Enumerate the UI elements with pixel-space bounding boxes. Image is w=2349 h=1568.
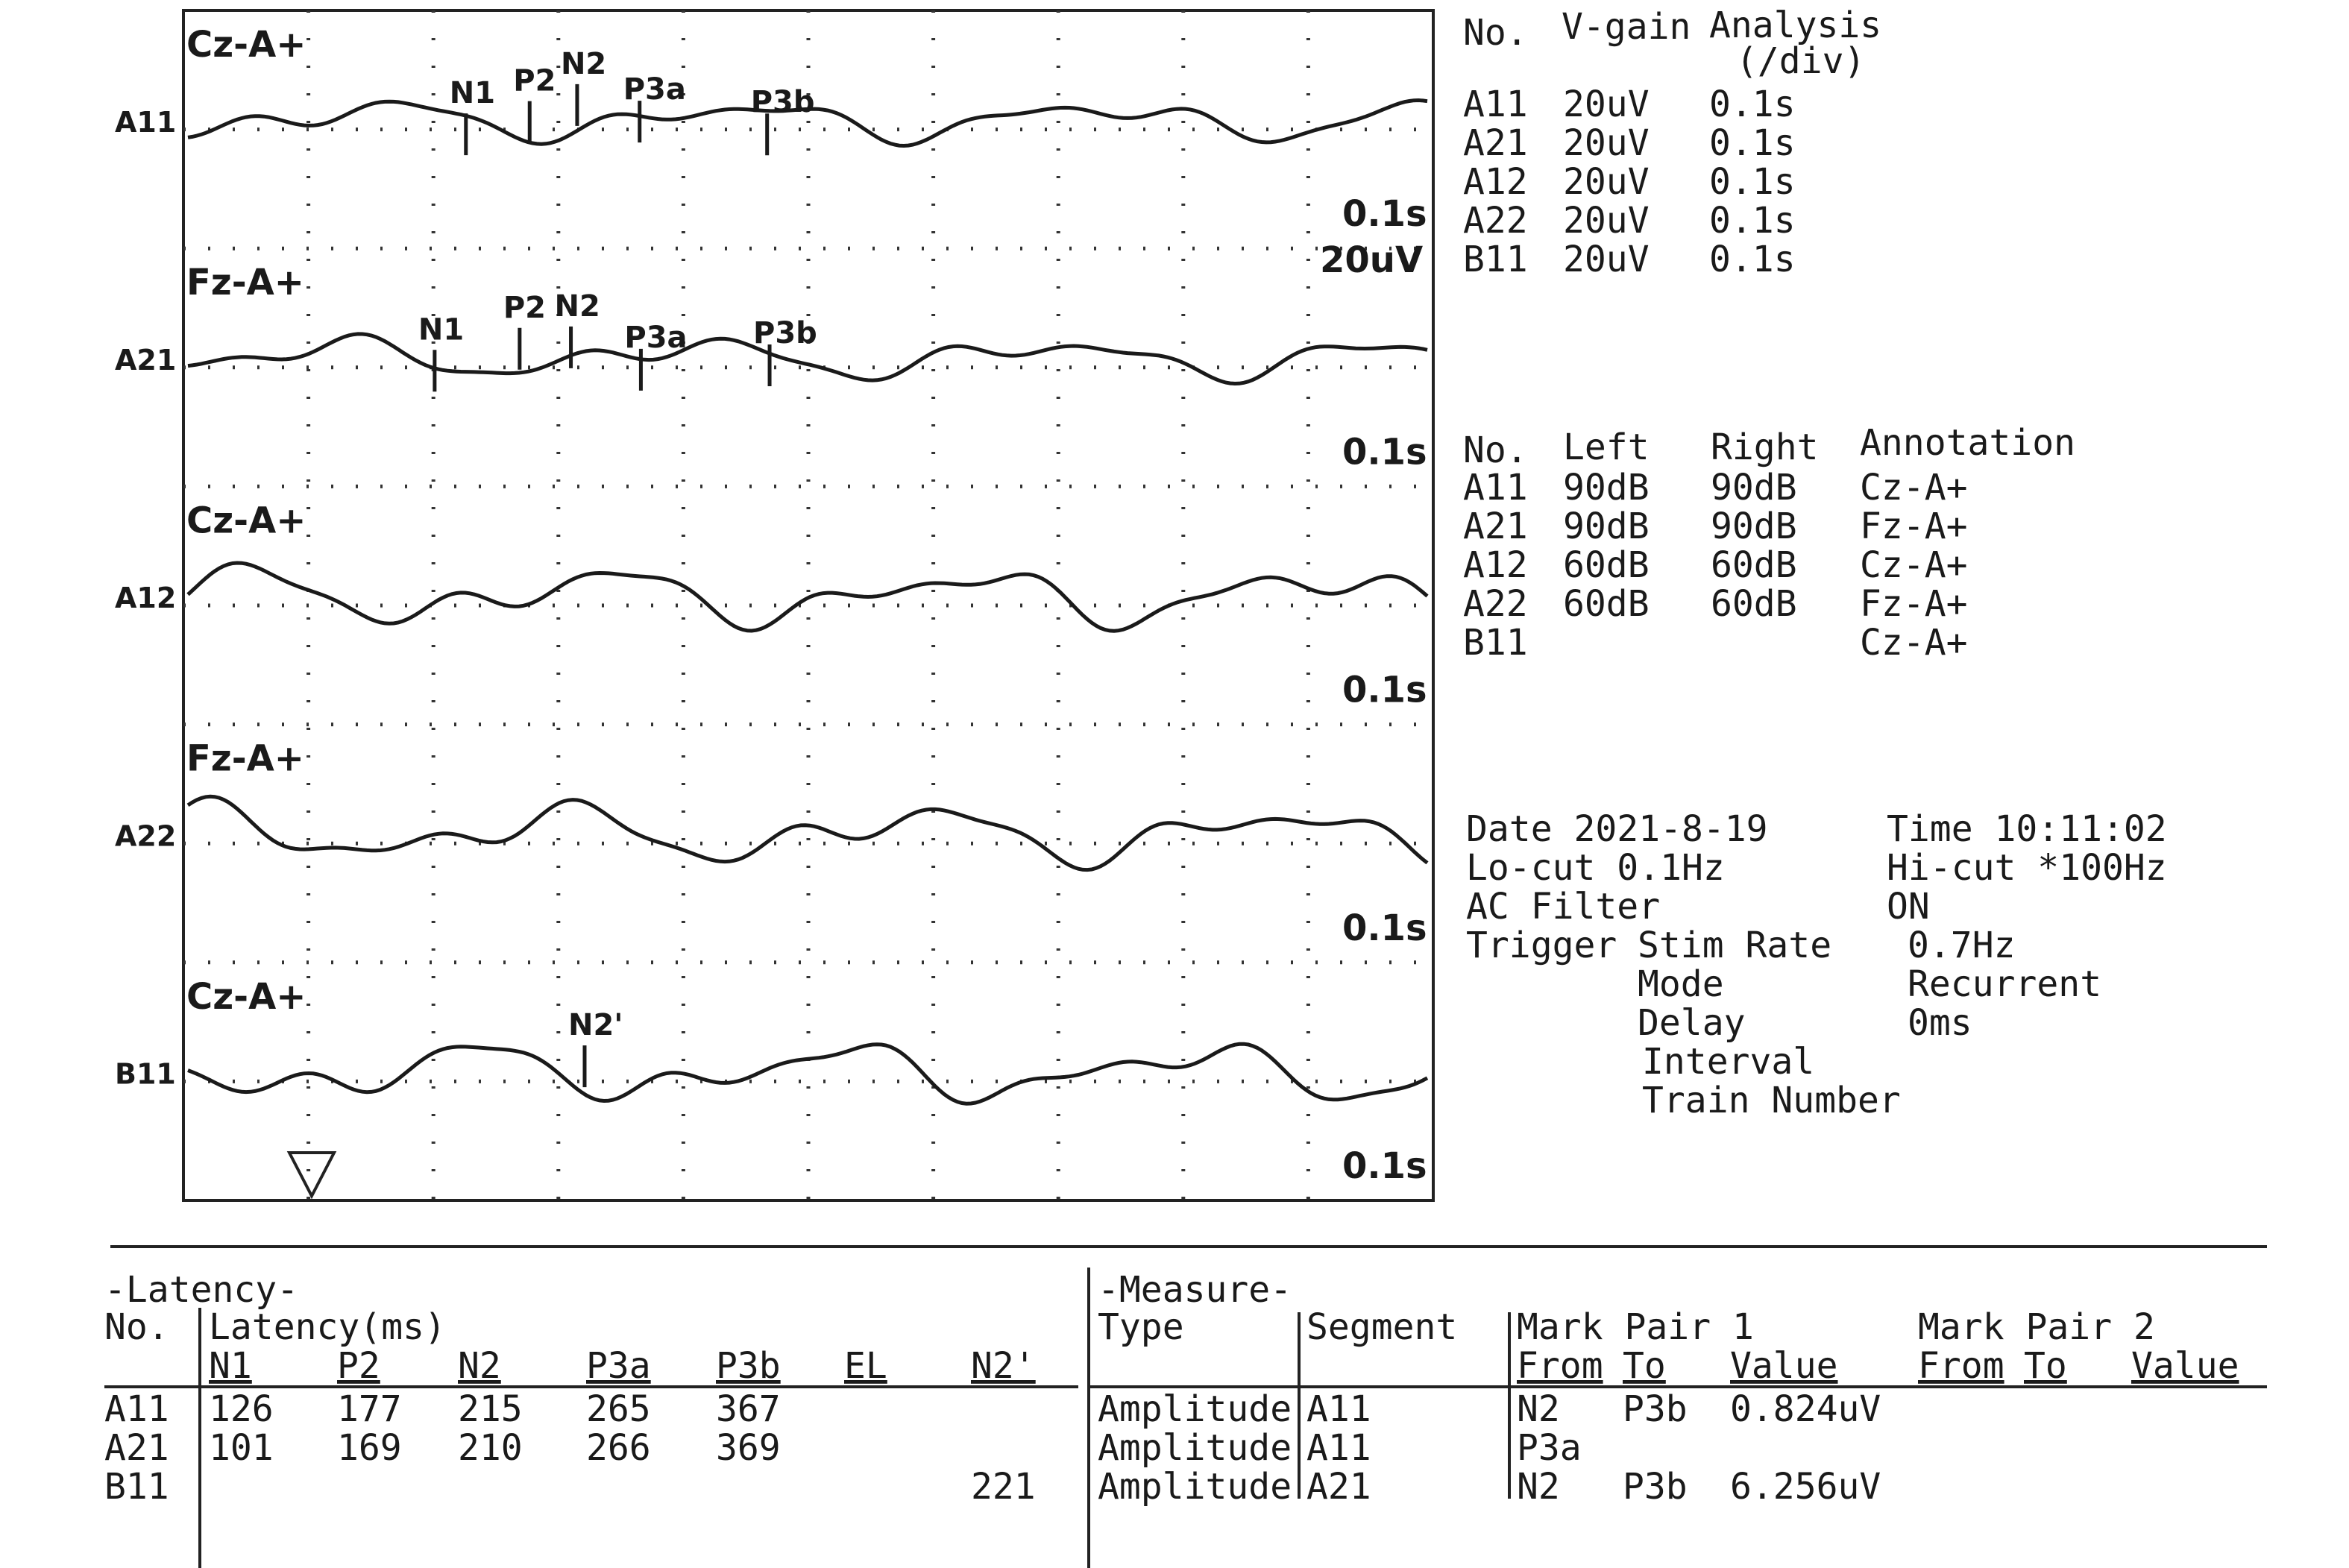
measure-row-segment: A11 bbox=[1306, 1388, 1371, 1430]
gain-header-no: No. bbox=[1463, 12, 1528, 54]
latency-cell: 367 bbox=[716, 1388, 781, 1430]
latency-group-header: Latency(ms) bbox=[209, 1306, 446, 1348]
latency-col-P3b: P3b bbox=[716, 1345, 781, 1387]
measure-row-type: Amplitude bbox=[1098, 1466, 1292, 1508]
channel-analysis-A22: 0.1s bbox=[1342, 907, 1427, 949]
measure-row-segment: A21 bbox=[1306, 1466, 1371, 1508]
latency-title: -Latency- bbox=[104, 1269, 299, 1311]
latency-col-N2: N2 bbox=[458, 1345, 501, 1387]
stim-row-no: A22 bbox=[1463, 583, 1528, 625]
gain-row-no: A12 bbox=[1463, 161, 1528, 203]
channel-annotation-A11: Cz-A+ bbox=[186, 24, 306, 66]
gain-row-analysis: 0.1s bbox=[1709, 122, 1796, 164]
peak-label-A11-P2: P2 bbox=[513, 63, 556, 98]
latency-col-N1: N1 bbox=[209, 1345, 252, 1387]
pair1-to-header: To bbox=[1623, 1345, 1666, 1387]
mark-pair2-header: Mark Pair 2 bbox=[1918, 1306, 2155, 1348]
gain-row-vgain: 20uV bbox=[1563, 122, 1650, 164]
latency-cell: 221 bbox=[971, 1466, 1036, 1508]
gain-header-div: (/div) bbox=[1736, 40, 1866, 82]
waveform-panel bbox=[115, 10, 1433, 1200]
channel-annotation-A22: Fz-A+ bbox=[186, 737, 305, 780]
stim-row-no: A21 bbox=[1463, 506, 1528, 547]
channel-labels bbox=[115, 24, 1427, 1187]
delay-value: 0ms bbox=[1908, 1002, 1972, 1044]
trigger-triangle-icon bbox=[289, 1153, 334, 1196]
measure-row-type: Amplitude bbox=[1098, 1427, 1292, 1469]
latency-cell: 210 bbox=[458, 1427, 523, 1469]
channel-analysis-A11: 0.1s bbox=[1342, 193, 1427, 236]
gain-row-no: A11 bbox=[1463, 84, 1528, 125]
stim-header-left: Left bbox=[1563, 426, 1650, 468]
latency-col-P2: P2 bbox=[337, 1345, 380, 1387]
channel-id-A11: A11 bbox=[115, 105, 177, 139]
measure-row-value: 6.256uV bbox=[1730, 1466, 1881, 1508]
stim-header-no: No. bbox=[1463, 429, 1528, 471]
delay-label: Delay bbox=[1638, 1002, 1746, 1044]
plot-frame bbox=[183, 10, 1433, 1200]
plot-grid bbox=[183, 10, 1433, 1200]
measure-row-type: Amplitude bbox=[1098, 1388, 1292, 1430]
latency-col-N2': N2' bbox=[971, 1345, 1036, 1387]
latency-no-header: No. bbox=[104, 1306, 169, 1348]
gain-row-analysis: 0.1s bbox=[1709, 84, 1796, 125]
peak-label-A11-N1: N1 bbox=[449, 76, 496, 111]
latency-cell: 215 bbox=[458, 1388, 523, 1430]
measure-row-to: P3b bbox=[1623, 1388, 1688, 1430]
latency-col-EL: EL bbox=[844, 1345, 887, 1387]
gain-row-analysis: 0.1s bbox=[1709, 161, 1796, 203]
channel-id-A21: A21 bbox=[115, 344, 177, 377]
mark-pair1-header: Mark Pair 1 bbox=[1517, 1306, 1754, 1348]
measure-title: -Measure- bbox=[1098, 1269, 1292, 1311]
peak-label-A21-N2: N2 bbox=[554, 289, 600, 324]
time-text: Time 10:11:02 bbox=[1887, 808, 2167, 850]
waveform-B11 bbox=[188, 1044, 1427, 1103]
latency-cell: 369 bbox=[716, 1427, 781, 1469]
latency-cell: 101 bbox=[209, 1427, 274, 1469]
latency-cell: 126 bbox=[209, 1388, 274, 1430]
stim-row-annotation: Cz-A+ bbox=[1860, 544, 1968, 586]
stim-row-left: 60dB bbox=[1563, 544, 1650, 586]
pair2-to-header: To bbox=[2024, 1345, 2067, 1387]
measure-type-header: Type bbox=[1098, 1306, 1184, 1348]
stim-row-annotation: Fz-A+ bbox=[1860, 583, 1968, 625]
latency-cell: 169 bbox=[337, 1427, 402, 1469]
mode-value: Recurrent bbox=[1908, 963, 2102, 1005]
interval-label: Interval bbox=[1642, 1041, 1815, 1083]
peak-label-A21-P3a: P3a bbox=[624, 320, 688, 355]
hicut-text: Hi-cut *100Hz bbox=[1887, 847, 2167, 889]
stim-row-left: 90dB bbox=[1563, 467, 1650, 509]
stim-row-no: B11 bbox=[1463, 622, 1528, 664]
stim-row-annotation: Fz-A+ bbox=[1860, 506, 1968, 547]
train-number-label: Train Number bbox=[1642, 1080, 1901, 1121]
peak-label-A11-P3b: P3b bbox=[750, 85, 815, 120]
latency-cell: 266 bbox=[586, 1427, 651, 1469]
stim-row-left: 60dB bbox=[1563, 583, 1650, 625]
stim-row-left: 90dB bbox=[1563, 506, 1650, 547]
settings-block bbox=[1466, 808, 2167, 1121]
measure-row-segment: A11 bbox=[1306, 1427, 1371, 1469]
gain-row-analysis: 0.1s bbox=[1709, 239, 1796, 280]
channel-annotation-A12: Cz-A+ bbox=[186, 500, 306, 542]
stim-rate-label: Stim Rate bbox=[1638, 925, 1832, 966]
channel-id-B11: B11 bbox=[115, 1057, 176, 1091]
channel-annotation-A21: Fz-A+ bbox=[186, 262, 305, 304]
pair1-value-header: Value bbox=[1730, 1345, 1838, 1387]
peak-label-A21-P2: P2 bbox=[503, 290, 547, 325]
stim-row-right: 90dB bbox=[1711, 467, 1797, 509]
channel-id-A12: A12 bbox=[115, 582, 177, 615]
stim-row-no: A12 bbox=[1463, 544, 1528, 586]
channel-annotation-B11: Cz-A+ bbox=[186, 975, 306, 1018]
channel-analysis-A21: 0.1s bbox=[1342, 431, 1427, 473]
waveform-A22 bbox=[188, 796, 1427, 869]
pair2-value-header: Value bbox=[2131, 1345, 2239, 1387]
ac-filter-label: AC Filter bbox=[1466, 886, 1661, 928]
measure-row-from: N2 bbox=[1517, 1466, 1560, 1508]
latency-row-no: A11 bbox=[104, 1388, 169, 1430]
peak-markers bbox=[418, 47, 817, 1087]
stim-rate-value: 0.7Hz bbox=[1908, 925, 2016, 966]
pair2-from-header: From bbox=[1918, 1345, 2004, 1387]
measure-row-from: N2 bbox=[1517, 1388, 1560, 1430]
measure-segment-header: Segment bbox=[1306, 1306, 1458, 1348]
channel-analysis-A12: 0.1s bbox=[1342, 669, 1427, 711]
gain-row-no: A21 bbox=[1463, 122, 1528, 164]
measure-table bbox=[1089, 1268, 2267, 1568]
gain-row-no: B11 bbox=[1463, 239, 1528, 280]
gain-row-vgain: 20uV bbox=[1563, 84, 1650, 125]
stim-row-no: A11 bbox=[1463, 467, 1528, 509]
peak-label-A21-P3b: P3b bbox=[753, 316, 817, 351]
stim-row-annotation: Cz-A+ bbox=[1860, 467, 1968, 509]
gain-row-vgain: 20uV bbox=[1563, 239, 1650, 280]
mode-label: Mode bbox=[1638, 963, 1724, 1005]
latency-col-P3a: P3a bbox=[586, 1345, 651, 1387]
peak-label-B11-N2': N2' bbox=[567, 1008, 623, 1043]
gain-row-vgain: 20uV bbox=[1563, 161, 1650, 203]
stim-row-right: 60dB bbox=[1711, 583, 1797, 625]
stim-header-annotation: Annotation bbox=[1860, 422, 2075, 464]
gain-table bbox=[1463, 4, 1881, 280]
gain-header-analysis: Analysis bbox=[1709, 4, 1882, 46]
latency-cell: 177 bbox=[337, 1388, 402, 1430]
peak-label-A11-N2: N2 bbox=[560, 46, 607, 81]
stim-row-right: 90dB bbox=[1711, 506, 1797, 547]
latency-cell: 265 bbox=[586, 1388, 651, 1430]
measure-row-value: 0.824uV bbox=[1730, 1388, 1881, 1430]
trigger-label: Trigger bbox=[1466, 925, 1617, 966]
pair1-from-header: From bbox=[1517, 1345, 1603, 1387]
locut-text: Lo-cut 0.1Hz bbox=[1466, 847, 1725, 889]
latency-row-no: A21 bbox=[104, 1427, 169, 1469]
latency-row-no: B11 bbox=[104, 1466, 169, 1508]
stim-table bbox=[1463, 422, 2075, 664]
stim-header-right: Right bbox=[1711, 426, 1819, 468]
channel-id-A22: A22 bbox=[115, 819, 177, 853]
gain-row-no: A22 bbox=[1463, 200, 1528, 242]
gain-row-vgain: 20uV bbox=[1563, 200, 1650, 242]
waveform-A12 bbox=[188, 563, 1427, 631]
measure-row-from: P3a bbox=[1517, 1427, 1582, 1469]
stim-row-right: 60dB bbox=[1711, 544, 1797, 586]
channel-gain-A11: 20uV bbox=[1320, 239, 1424, 282]
ac-filter-value: ON bbox=[1887, 886, 1930, 928]
measure-row-to: P3b bbox=[1623, 1466, 1688, 1508]
date-text: Date 2021-8-19 bbox=[1466, 808, 1768, 850]
stim-row-annotation: Cz-A+ bbox=[1860, 622, 1968, 664]
latency-table bbox=[104, 1269, 1078, 1568]
gain-header-vgain: V-gain bbox=[1562, 6, 1691, 48]
gain-row-analysis: 0.1s bbox=[1709, 200, 1796, 242]
peak-label-A11-P3a: P3a bbox=[623, 72, 686, 107]
waveform-traces bbox=[188, 101, 1427, 1104]
channel-analysis-B11: 0.1s bbox=[1342, 1145, 1427, 1187]
peak-label-A21-N1: N1 bbox=[418, 312, 465, 347]
